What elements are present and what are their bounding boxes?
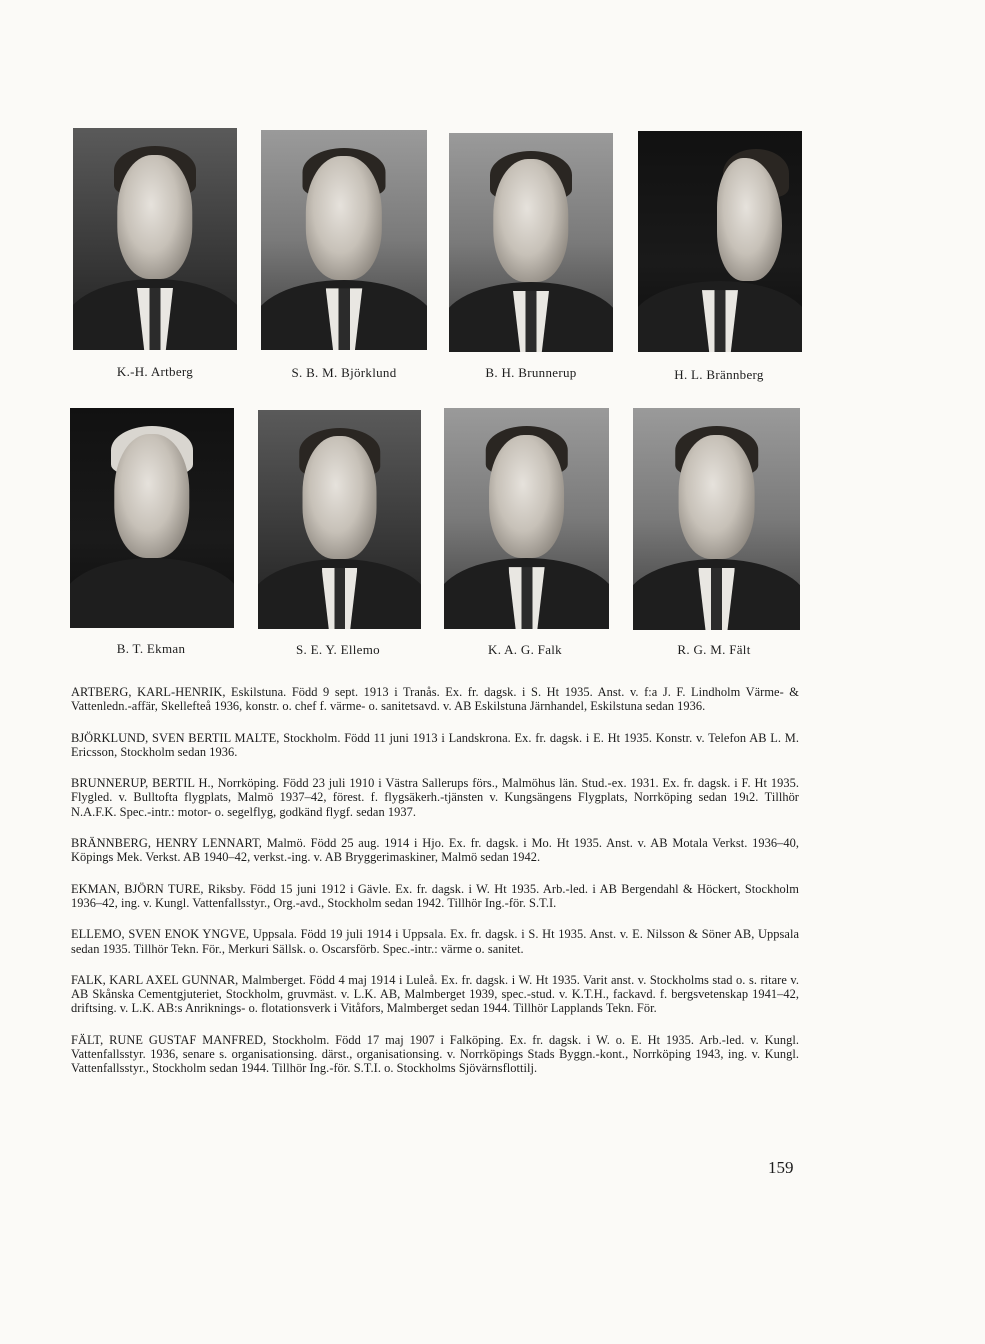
portrait-caption: H. L. Brännberg bbox=[674, 367, 764, 382]
portrait-photo-brannberg bbox=[638, 131, 802, 352]
portrait-photo-ellemo bbox=[258, 410, 421, 629]
biography-list bbox=[71, 685, 799, 1093]
biography-entry: BJÖRKLUND, SVEN BERTIL MALTE, Stockholm. Född 11 juni 1913 i Landskrona. Ex. fr. dagsk. i E. Ht 1935. Konstr. v. Telefon AB L. M. Ericsson, Stockholm sedan 1936. bbox=[71, 730, 799, 759]
biography-entry: FÄLT, RUNE GUSTAF MANFRED, Stockholm. Född 17 maj 1907 i Falköping. Ex. fr. dagsk. i W. o. E. Ht 1935. Arb.-led. v. Kungl. Vattenfallsstyr. 1936, senare s. organisationsing. därst., organisationsing. v. Norrköpings Stads Byggn.-kont., Norrköping 1943, ing. v. Kungl. Vattenfallsstyr., Stockholm sedan 1944. Tillhör Ing.-för. S.T.I. o. Stockholms Sjövärnsflottilj. bbox=[71, 1032, 799, 1076]
portrait-caption: B. H. Brunnerup bbox=[485, 365, 577, 380]
portrait-photo-falt bbox=[633, 408, 800, 630]
portrait-caption: R. G. M. Fält bbox=[677, 642, 751, 657]
page-number: 159 bbox=[768, 1158, 794, 1177]
biography-entry: ARTBERG, KARL-HENRIK, Eskilstuna. Född 9 sept. 1913 i Tranås. Ex. fr. dagsk. i S. Ht 1935. Anst. v. f:a J. F. Lindholm Värme- & Vattenledn.-affär, Skellefteå 1936, konstr. o. chef f. värme- o. sanitetsavd. v. AB Eskilstuna Järnhandel, Eskilstuna sedan 1936. bbox=[71, 685, 799, 714]
portrait-caption: S. E. Y. Ellemo bbox=[296, 642, 380, 657]
biography-entry: ELLEMO, SVEN ENOK YNGVE, Uppsala. Född 19 juli 1914 i Uppsala. Ex. fr. dagsk. i S. Ht 1935. Anst. v. E. Nilsson & Söner AB, Uppsala sedan 1935. Tillhör Tekn. För., Merkuri Sällsk. o. Oscarsförb. Spec.-intr.: värme o. sanitet. bbox=[71, 927, 799, 956]
biography-entry: FALK, KARL AXEL GUNNAR, Malmberget. Född 4 maj 1914 i Luleå. Ex. fr. dagsk. i W. Ht 1935. Varit anst. v. Stockholms stad o. s. ritare v. AB Skånska Cementgjuteriet, Stockholm, gruvmäst. v. L.K. AB, Malmberget 1939, spec.-stud. v. K.T.H., fackavd. f. bergsvetenskap 1941–42, driftsing. v. L.K. AB:s Anriknings- o. flotationsverk i Vitåfors, Malmberget sedan 1944. Tillhör Lapplands Tekn. För. bbox=[71, 972, 799, 1016]
portrait-caption: S. B. M. Björklund bbox=[291, 365, 397, 380]
portrait-photo-falk bbox=[444, 408, 609, 629]
portrait-photo-brunnerup bbox=[449, 133, 613, 352]
portrait-photo-artberg bbox=[73, 128, 237, 350]
biography-entry: EKMAN, BJÖRN TURE, Riksby. Född 15 juni 1912 i Gävle. Ex. fr. dagsk. i W. Ht 1935. Arb.-led. i AB Bergendahl & Höckert, Stockholm 1936–42, ing. v. Kungl. Vattenfallsstyr., Org.-avd., Stockholm sedan 1942. Tillhör Ing.-för. S.T.I. bbox=[71, 881, 799, 910]
portrait-caption: B. T. Ekman bbox=[116, 641, 186, 656]
biography-entry: BRÄNNBERG, HENRY LENNART, Malmö. Född 25 aug. 1914 i Hjo. Ex. fr. dagsk. i Mo. Ht 1935. Anst. v. AB Motala Verkst. 1936–40, Köpings Mek. Verkst. AB 1940–42, verkst.-ing. v. AB Bryggerimaskiner, Malmö sedan 1942. bbox=[71, 836, 799, 865]
portrait-caption: K. A. G. Falk bbox=[488, 642, 562, 657]
portrait-photo-bjorklund bbox=[261, 130, 427, 350]
portrait-caption: K.-H. Artberg bbox=[116, 364, 194, 379]
biography-entry: BRUNNERUP, BERTIL H., Norrköping. Född 23 juli 1910 i Västra Sallerups förs., Malmöhus län. Stud.-ex. 1931. Ex. fr. dagsk. i F. Ht 1935. Flygled. v. Bulltofta flygplats, Malmö 1937–42, förest. f. flygsäkerh.-tjänsten v. Kungsängens Flygplats, Norrköping sedan 19ι2. Tillhör N.A.F.K. Spec.-intr.: motor- o. segelflyg, godkänd flygf. sedan 1937. bbox=[71, 776, 799, 819]
portrait-photo-ekman bbox=[70, 408, 234, 628]
